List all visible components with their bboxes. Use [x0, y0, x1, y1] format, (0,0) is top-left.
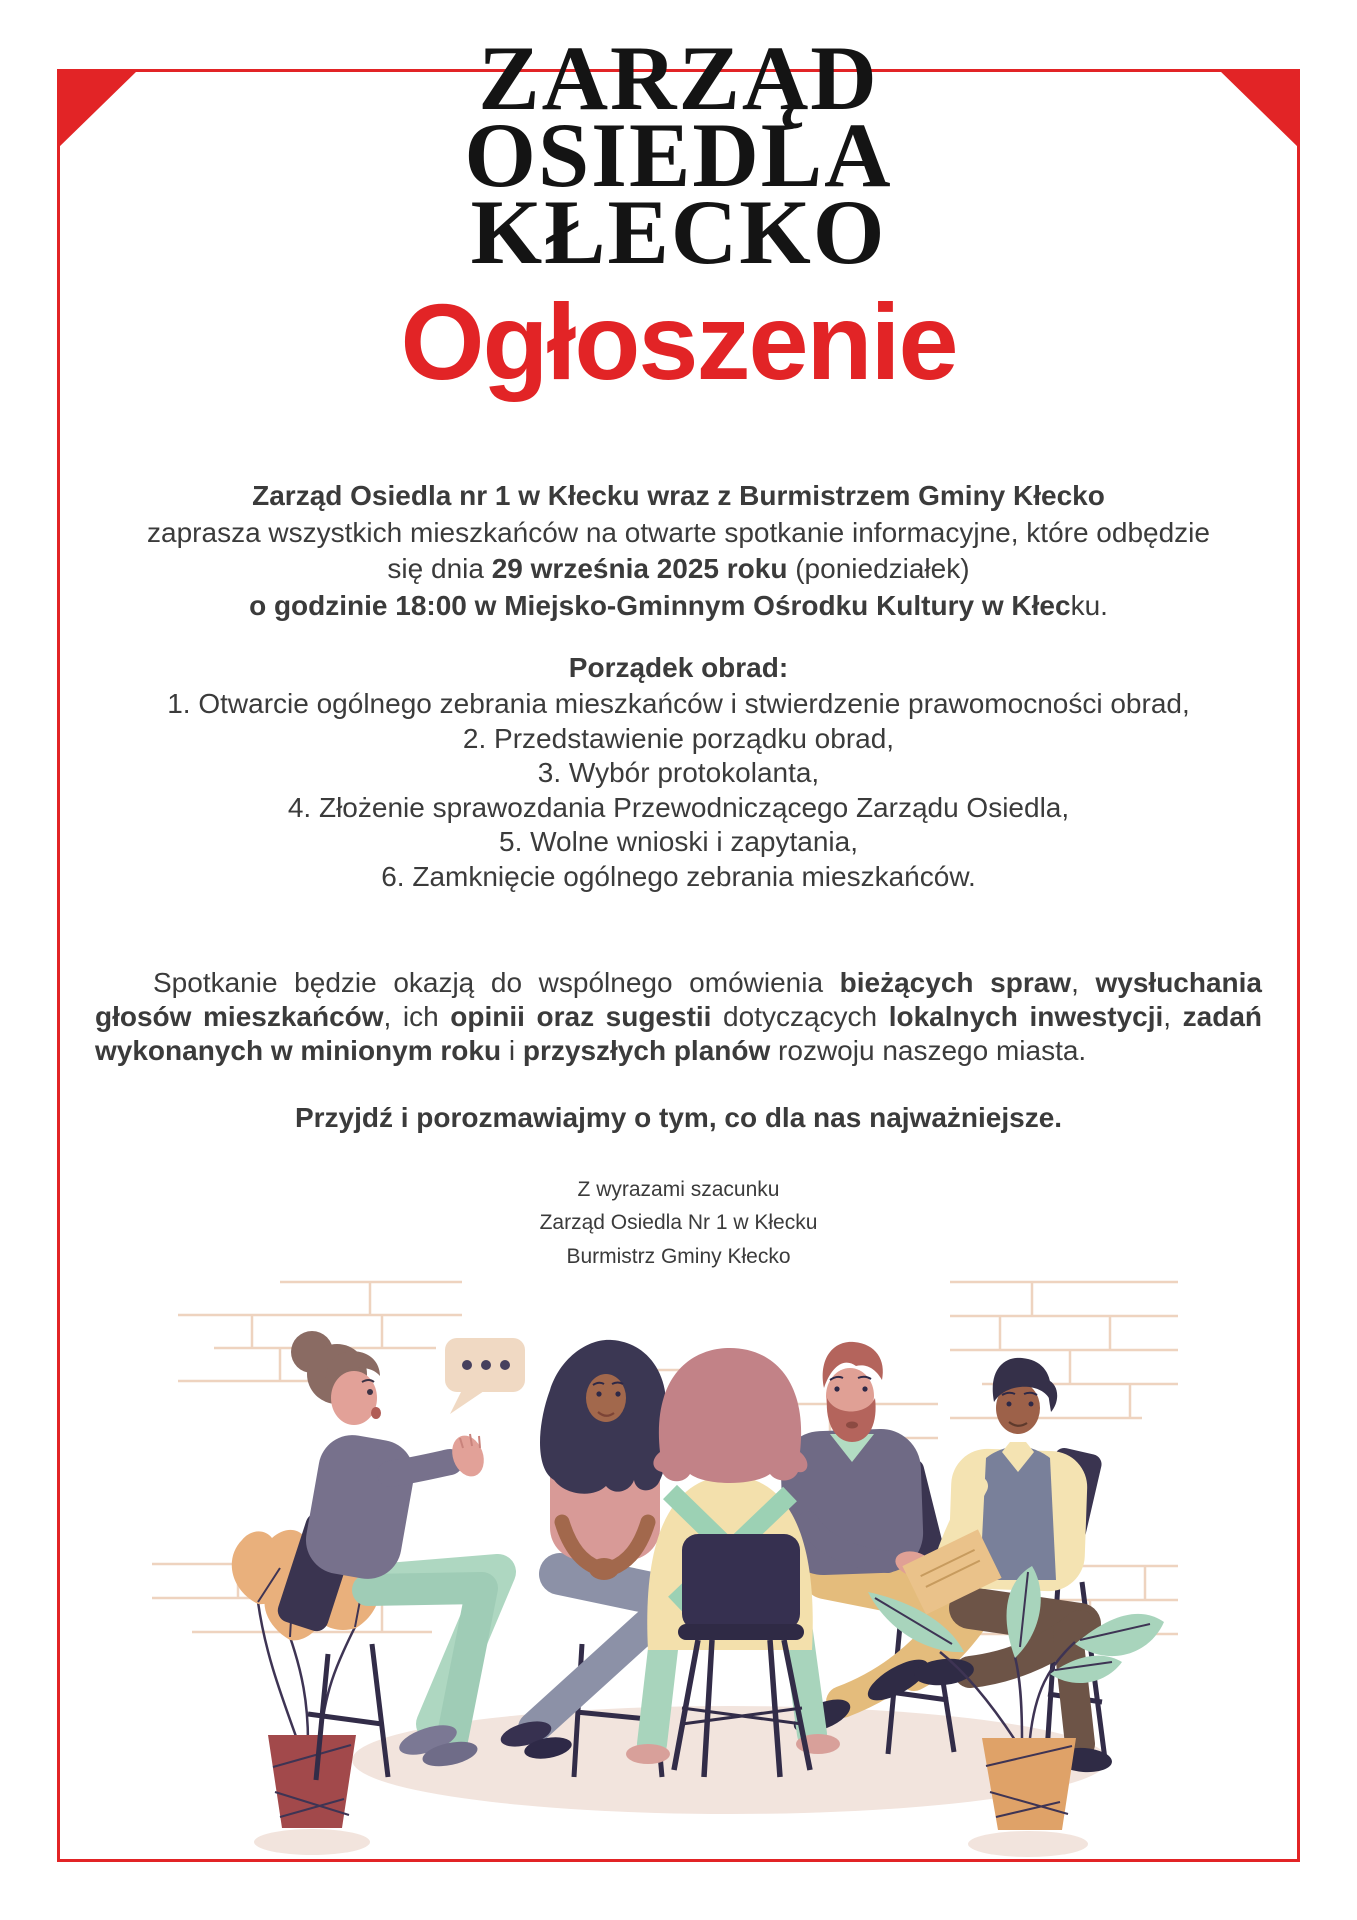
call-to-action: Przyjdź i porozmawiajmy o tym, co dla nas najważniejsze. [294, 1102, 1063, 1133]
agenda-item: 3. Wybór protokolanta, [537, 757, 820, 789]
logo-line: KŁECKO [470, 181, 887, 283]
agenda-item: 1. Otwarcie ogólnego zebrania mieszkańców i stwierdzenie prawomocności obrad, [167, 688, 1190, 719]
intro-line: Zarząd Osiedla nr 1 w Kłecku wraz z Burmistrzem Gminy Kłecko [252, 480, 1105, 511]
intro-paragraph [97, 478, 1260, 624]
signature-line: Z wyrazami szacunku [577, 1178, 780, 1201]
pot-shadow-right [968, 1831, 1088, 1857]
organization-logo [0, 27, 1357, 283]
signature-line: Burmistrz Gminy Kłecko [566, 1244, 791, 1268]
signature-line: Zarząd Osiedla Nr 1 w Kłecku [539, 1211, 818, 1235]
poster-title: Ogłoszenie [400, 281, 957, 402]
intro-line: się dnia 29 września 2025 roku (poniedziałek) [387, 553, 970, 584]
logo-line: OSIEDLA [464, 104, 893, 206]
speech-bubble-icon [445, 1338, 525, 1414]
agenda-list [97, 687, 1260, 895]
meeting-illustration [130, 1272, 1180, 1862]
agenda-item: 5. Wolne wnioski i zapytania, [499, 826, 858, 858]
intro-line: zaprasza wszystkich mieszkańców na otwarte spotkanie informacyjne, które odbędzie [147, 516, 1210, 548]
intro-line: o godzinie 18:00 w Miejsko-Gminnym Ośrodku Kultury w Kłecku. [249, 589, 1108, 621]
logo-line: ZARZĄD [478, 27, 879, 129]
pot-shadow-left [254, 1829, 370, 1855]
signature-block [0, 1173, 1357, 1273]
agenda-item: 2. Przedstawienie porządku obrad, [462, 722, 895, 754]
agenda-item: 6. Zamknięcie ogólnego zebrania mieszkańców. [381, 860, 976, 892]
agenda-heading: Porządek obrad: [568, 652, 789, 683]
body-paragraph: Spotkanie będzie okazją do wspólnego omówienia bieżących spraw, wysłuchania głosów mieszkańców, ich opinii oraz sugestii dotyczących lokalnych inwestycji, zadań wykonanych w minionym roku i przyszłych planów rozwoju naszego miasta. [95, 967, 1262, 1066]
person-man-vest [902, 1358, 1112, 1774]
agenda-item: 4. Złożenie sprawozdania Przewodniczącego Zarządu Osiedla, [287, 791, 1070, 823]
